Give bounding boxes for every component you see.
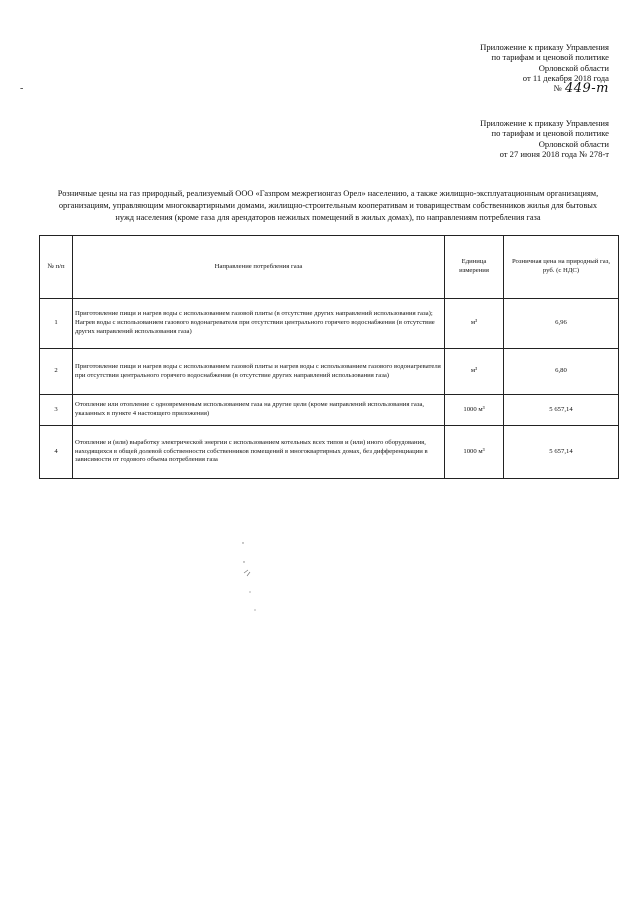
header-line: Орловской области — [538, 138, 609, 149]
row-num: 3 — [40, 395, 73, 426]
header-line: Приложение к приказу Управления — [480, 118, 609, 128]
row-direction: Отопление и (или) выработку электрической энергии с использованием котельных всех типов и (или) иного оборудования, находящихся в общей долевой собственности собственников помещений в многоквартирных домах, без дифференциации в зависимости от годового объема потребления газа — [73, 426, 445, 479]
table-row — [40, 395, 619, 426]
row-num: 1 — [40, 299, 73, 349]
row-price: 5 657,14 — [504, 426, 619, 479]
header-line: Приложение к приказу Управления — [480, 42, 609, 52]
row-unit: 1000 м³ — [445, 395, 504, 426]
row-unit: м³ — [445, 299, 504, 349]
header-date: от 11 декабря 2018 года — [522, 72, 609, 83]
scan-mark: - — [20, 83, 24, 94]
table-header-row — [40, 236, 619, 299]
appendix-header-original — [480, 118, 609, 159]
intro-line: Розничные цены на газ природный, реализуемый ООО «Газпром межрегионгаз Орел» населению, а также жилищно-эксплуатационным организациям, — [57, 189, 599, 198]
appendix-header-current — [480, 42, 609, 97]
scan-specks — [230, 540, 270, 620]
order-number-handwritten: 449-т — [564, 81, 609, 97]
gas-price-table — [39, 235, 619, 479]
row-num: 2 — [40, 349, 73, 395]
row-unit: 1000 м³ — [445, 426, 504, 479]
row-direction-part: Нагрев воды с использованием газового водонагревателя при отсутствии центрального горячего водоснабжения (в отсутствие других направлений использования газа) — [75, 319, 435, 335]
row-num: 4 — [40, 426, 73, 479]
header-line: по тарифам и ценовой политике — [491, 128, 609, 139]
header-date: от 27 июня 2018 года № 278-т — [499, 148, 609, 159]
row-unit: м³ — [445, 349, 504, 395]
intro-line: нужд населения (кроме газа для арендаторов нежилых помещений в жилых домах), по направлениям потребления газа — [115, 213, 541, 222]
table-row — [40, 349, 619, 395]
table-row — [40, 426, 619, 479]
intro-line: организациям, управляющим многоквартирными домами, жилищно-строительным кооперативам и товариществам собственников жилья для бытовых — [58, 201, 598, 210]
table-row — [40, 299, 619, 349]
row-price: 6,96 — [504, 299, 619, 349]
header-price: Розничная цена на природный газ, руб. (с НДС) — [504, 236, 619, 299]
document-intro — [38, 188, 618, 224]
order-number-line — [480, 81, 609, 97]
header-line: по тарифам и ценовой политике — [491, 52, 609, 63]
row-price: 5 657,14 — [504, 395, 619, 426]
order-number-prefix: № — [553, 83, 562, 94]
row-direction: Приготовление пищи и нагрев воды с использованием газовой плиты и нагрев воды с использованием газового водонагревателя при отсутствии центрального горячего водоснабжения (в отсутствие других направлений использования газа) — [73, 349, 445, 395]
row-direction-part: Приготовление пищи и нагрев воды с использованием газовой плиты (в отсутствие других направлений использования газа); — [75, 310, 433, 318]
header-direction: Направление потребления газа — [73, 236, 445, 299]
header-line: Орловской области — [538, 62, 609, 73]
header-num: № п/п — [40, 236, 73, 299]
row-direction — [73, 299, 445, 349]
header-unit: Единица измерения — [445, 236, 504, 299]
row-price: 6,80 — [504, 349, 619, 395]
row-direction: Отопление или отопление с одновременным использованием газа на другие цели (кроме направлений использования газа, указанных в пункте 4 настоящего приложения) — [73, 395, 445, 426]
